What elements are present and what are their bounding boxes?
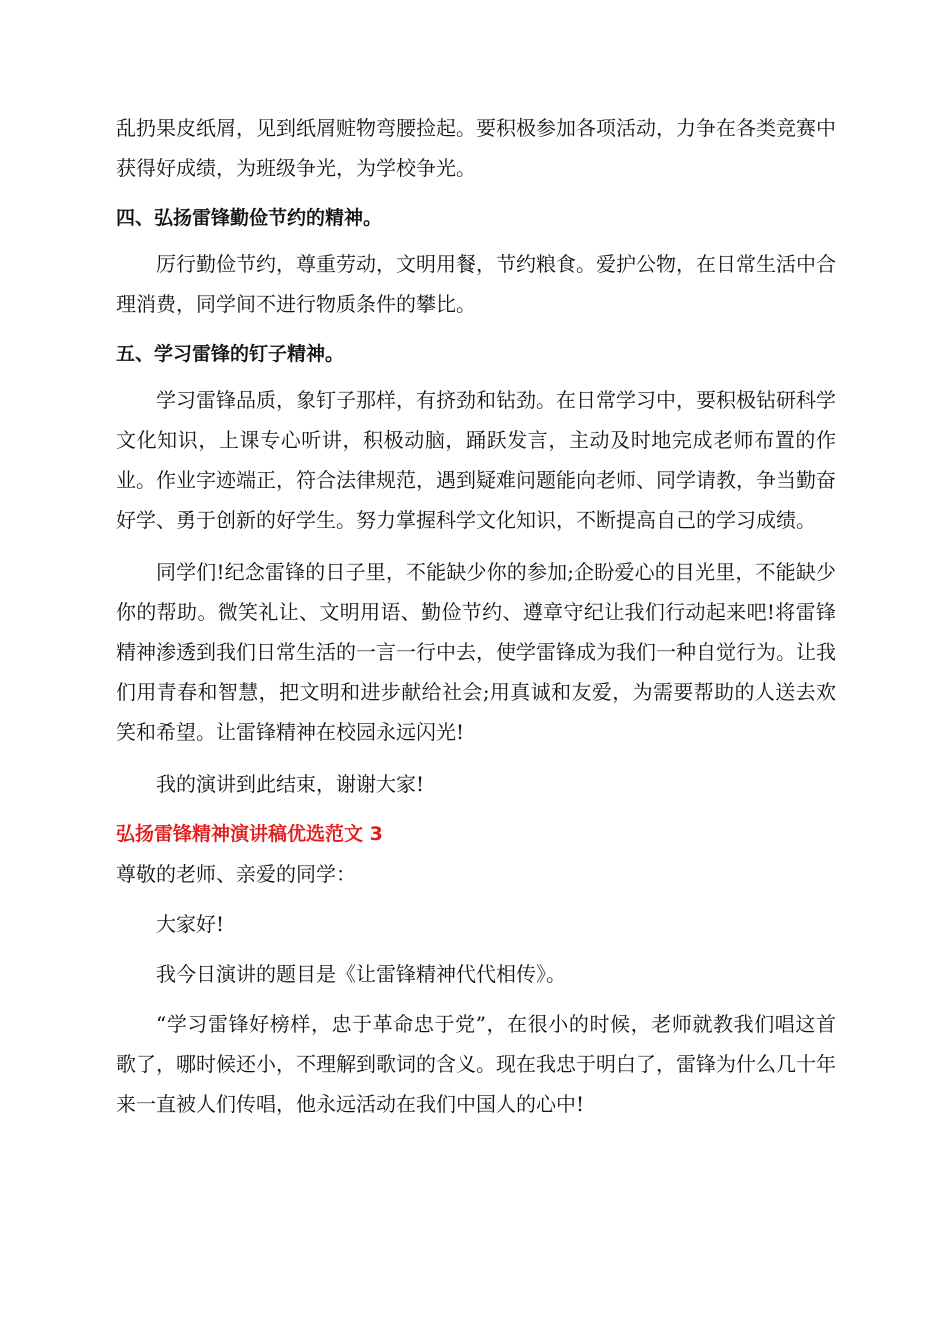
- paragraph-frugality: 厉行勤俭节约，尊重劳动，文明用餐，节约粮食。爱护公物，在日常生活中合理消费，同学间不进行物质条件的攀比。: [116, 252, 836, 316]
- document-body: [116, 108, 836, 1124]
- paragraph-song: “学习雷锋好榜样，忠于革命忠于党”，在很小的时候，老师就教我们唱这首歌了，哪时候还小，不理解到歌词的含义。现在我忠于明白了，雷锋为什么几十年来一直被人们传唱，他永远活动在我们中国人的心中!: [116, 1012, 836, 1116]
- paragraph-closing: 我的演讲到此结束，谢谢大家!: [156, 772, 425, 796]
- paragraph-nail-spirit: 学习雷锋品质，象钉子那样，有挤劲和钻劲。在日常学习中，要积极钻研科学文化知识，上课专心听讲，积极动脑，踊跃发言，主动及时地完成老师布置的作业。作业字迹端正，符合法律规范，遇到疑难问题能向老师、同学请教，争当勤奋好学、勇于创新的好学生。努力掌握科学文化知识，不断提高自己的学习成绩。: [116, 388, 836, 532]
- paragraph-greeting: 尊敬的老师、亲爱的同学：: [116, 862, 356, 886]
- paragraph-topic: 我今日演讲的题目是《让雷锋精神代代相传》。: [156, 962, 566, 986]
- section-title: 弘扬雷锋精神演讲稿优选范文 3: [116, 823, 383, 845]
- heading-nail-spirit: 五、学习雷锋的钉子精神。: [116, 343, 345, 365]
- paragraph-call-to-action: 同学们!纪念雷锋的日子里，不能缺少你的参加;企盼爱心的目光里，不能缺少你的帮助。微笑礼让、文明用语、勤俭节约、遵章守纪让我们行动起来吧!将雷锋精神渗透到我们日常生活的一言一行中去，使学雷锋成为我们一种自觉行为。让我们用青春和智慧，把文明和进步献给社会;用真诚和友爱，为需要帮助的人送去欢笑和希望。让雷锋精神在校园永远闪光!: [116, 560, 836, 744]
- paragraph-litter: 乱扔果皮纸屑，见到纸屑赃物弯腰捡起。要积极参加各项活动，力争在各类竞赛中获得好成绩，为班级争光，为学校争光。: [116, 116, 836, 180]
- paragraph-hello: 大家好!: [156, 912, 225, 936]
- heading-frugality: 四、弘扬雷锋勤俭节约的精神。: [116, 207, 383, 229]
